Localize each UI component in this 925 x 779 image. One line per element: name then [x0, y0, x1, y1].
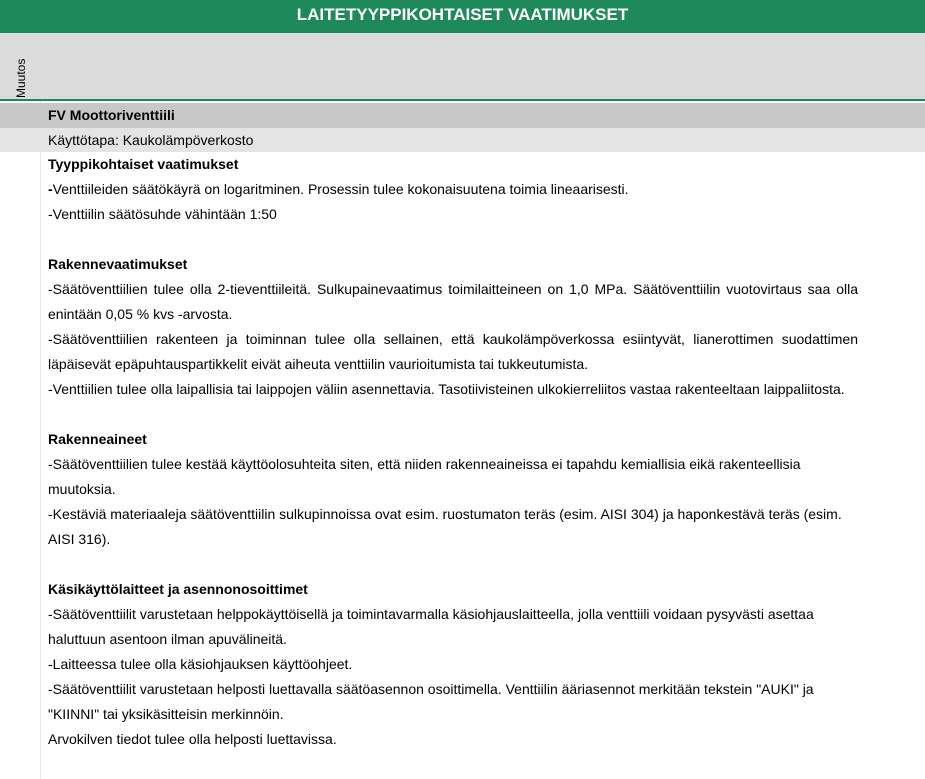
manual-paragraph-3: -Säätöventtiilit varustetaan helposti luettavalla säätöasennon osoittimella. Venttiilin ääriasennot merkitään tekstein "AUKI" ja "KIINNI" tai yksikäsitteisin merkinnöin.: [48, 681, 814, 722]
usage-row[interactable]: [0, 128, 925, 152]
type-specific-line-2: -Venttiilin säätösuhde vähintään 1:50: [48, 206, 277, 222]
curve-requirement: Venttiileiden säätökäyrä on logaritminen. Prosessin tulee kokonaisuutena toimia lineaarisesti.: [52, 181, 629, 197]
device-usage: Käyttötapa: Kaukolämpöverkosto: [48, 132, 254, 148]
manual-paragraph-2: -Laitteessa tulee olla käsiohjauksen käyttöohjeet.: [48, 656, 353, 672]
type-specific-line-1: [48, 177, 858, 202]
materials-heading: Rakenneaineet: [48, 431, 147, 447]
device-name-row[interactable]: [0, 103, 925, 128]
dash-marker: -: [48, 181, 53, 197]
manual-heading: Käsikäyttölaitteet ja asennonosoittimet: [48, 581, 308, 597]
manual-paragraph-4: Arvokilven tiedot tulee olla helposti luettavissa.: [48, 731, 337, 747]
device-name: FV Moottoriventtiili: [48, 107, 175, 123]
materials-paragraph-1: -Säätöventtiilien tulee kestää käyttöolosuhteita siten, että niiden rakenneaineissa ei tapahdu kemiallisia eikä rakenteellisia muutoksia.: [48, 456, 801, 497]
sheet-title: LAITETYYPPIKOHTAISET VAATIMUKSET: [296, 5, 629, 24]
manual-paragraph-1: -Säätöventtiilit varustetaan helppokäyttöisellä ja toimintavarmalla käsiohjauslaitteella, jolla venttiili voidaan pysyvästi asettaa haluttuun asentoon ilman apuvälineitä.: [48, 606, 814, 647]
materials-paragraph-2: -Kestäviä materiaaleja säätöventtiilin sulkupinnoissa ovat esim. ruostumaton teräs (esim. AISI 304) ja haponkestävä teräs (esim. AISI 316).: [48, 506, 842, 547]
column-divider: [40, 101, 41, 779]
muutos-column-label: Muutos: [14, 58, 28, 98]
sheet-title-bar: [0, 0, 925, 31]
header-band: [0, 30, 925, 101]
structure-heading: Rakennevaatimukset: [48, 256, 188, 272]
type-specific-heading: Tyyppikohtaiset vaatimukset: [48, 156, 239, 172]
requirements-body[interactable]: [48, 152, 858, 752]
structure-paragraph-2: -Säätöventtiilien rakenteen ja toiminnan tulee olla sellainen, että kaukolämpöverkossa esiintyvät, lianerottimen suodattimen läpäisevät epäpuhtauspartikkelit eivät aiheuta venttiilin vaurioitumista tai tukkeutumista.: [48, 331, 858, 372]
structure-paragraph-3: -Venttiilien tulee olla laipallisia tai laippojen väliin asennettavia. Tasotiivisteinen ulkokierreliitos vastaa rakenteeltaan laippaliitosta.: [48, 381, 845, 397]
structure-paragraph-1: -Säätöventtiilien tulee olla 2-tieventtiileitä. Sulkupainevaatimus toimilaitteineen on 1,0 MPa. Säätöventtiilin vuotovirtaus saa olla enintään 0,05 % kvs -arvosta.: [48, 281, 858, 322]
